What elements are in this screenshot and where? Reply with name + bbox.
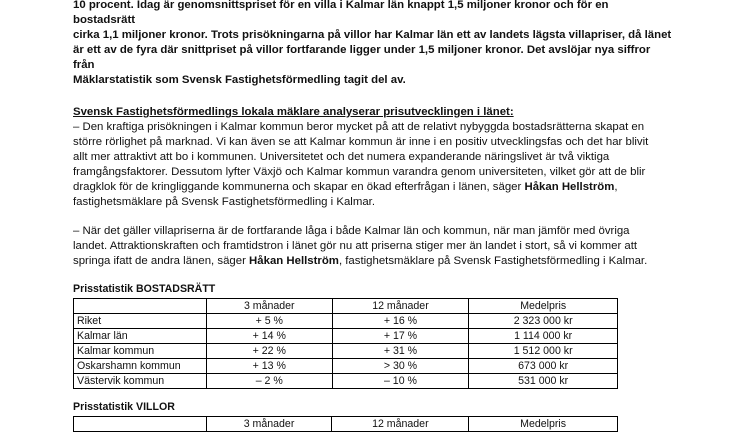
table-row <box>74 314 618 329</box>
change-3m-cell: – 2 % <box>206 374 332 389</box>
change-3m-cell: + 14 % <box>206 329 332 344</box>
quote-paragraph-1 <box>73 120 673 210</box>
table-title-bostadsratt: Prisstatistik BOSTADSRÄTT <box>73 283 216 295</box>
intro-line: cirka 1,1 miljoner kronor. Trots prisökningarna på villor har Kalmar län ett av landets lägsta villapriser, då länet <box>73 29 672 41</box>
avg-price-cell: 531 000 kr <box>469 374 618 389</box>
change-12m-cell: + 16 % <box>332 314 469 329</box>
para-line: framgångsfaktorer. Dessutom lyfter Växjö och Kalmar kommun varandra genom universiteten, vilket gör att de blir <box>73 166 646 178</box>
para-punct: , <box>614 181 618 193</box>
para-line: fastighetsmäklare på Svensk Fastighetsförmedling i Kalmar. <box>73 196 375 208</box>
header-cell: 12 månader <box>332 417 469 432</box>
intro-line: 10 procent. Idag är genomsnittspriset för en villa i Kalmar län knappt 1,5 miljoner kronor och för en bostadsrätt <box>73 0 609 26</box>
para-line: – När det gäller villapriserna är de fortfarande låga i både Kalmar län och kommun, när man jämför med övriga <box>73 225 630 237</box>
para-line: landet. Attraktionskraften och framtidstron i länet gör nu att priserna stiger mer än landet i stort, så vi kommer att <box>73 240 638 252</box>
para-line: dragklok för de kringliggande kommunerna och skapar en ökad efterfrågan i länen, säger <box>73 181 525 193</box>
header-cell: 3 månader <box>206 299 332 314</box>
header-cell: Medelpris <box>469 417 618 432</box>
para-line: allt mer attraktivt att bo i kommunen. Universitetet och det numera expanderande näringslivet är två viktiga <box>73 151 610 163</box>
header-cell <box>74 299 207 314</box>
change-12m-cell: – 10 % <box>332 374 469 389</box>
intro-paragraph <box>73 0 673 88</box>
avg-price-cell: 1 512 000 kr <box>469 344 618 359</box>
table-row <box>74 374 618 389</box>
change-3m-cell: + 13 % <box>206 359 332 374</box>
region-cell: Kalmar kommun <box>74 344 207 359</box>
change-12m-cell: + 17 % <box>332 329 469 344</box>
table-row <box>74 344 618 359</box>
para-line: – Den kraftiga prisökningen i Kalmar kommun beror mycket på att de relativt nybyggda bostadsrätterna skapat en <box>73 121 645 133</box>
villor-table <box>73 416 618 432</box>
section-heading: Svensk Fastighetsförmedlings lokala mäklare analyserar prisutvecklingen i länet: <box>73 106 514 118</box>
region-cell: Västervik kommun <box>74 374 207 389</box>
bostadsratt-table <box>73 298 618 389</box>
region-cell: Oskarshamn kommun <box>74 359 207 374</box>
person-name: Håkan Hellström <box>249 255 339 267</box>
avg-price-cell: 673 000 kr <box>469 359 618 374</box>
table-header-row <box>74 299 618 314</box>
header-cell: Medelpris <box>469 299 618 314</box>
change-12m-cell: > 30 % <box>332 359 469 374</box>
table-title-villor: Prisstatistik VILLOR <box>73 401 175 413</box>
region-cell: Riket <box>74 314 207 329</box>
table-row <box>74 329 618 344</box>
para-line: större rörlighet på marknad. Vi kan även se att Kalmar kommun är inne i en positiv utvecklingsfas och det har blivit <box>73 136 649 148</box>
para-line: , fastighetsmäklare på Svensk Fastighetsförmedling i Kalmar. <box>338 255 648 267</box>
header-cell: 3 månader <box>206 417 332 432</box>
change-3m-cell: + 5 % <box>206 314 332 329</box>
person-name: Håkan Hellström <box>524 181 615 193</box>
avg-price-cell: 1 114 000 kr <box>469 329 618 344</box>
document-page <box>73 0 673 432</box>
change-12m-cell: + 31 % <box>332 344 469 359</box>
table-row <box>74 359 618 374</box>
region-cell: Kalmar län <box>74 329 207 344</box>
para-line: springa ifatt de andra länen, säger <box>73 255 250 267</box>
intro-line: är ett av de fyra där snittpriset på villor fortfarande ligger under 1,5 miljoner kronor. Det avslöjar nya siffror från <box>73 44 651 71</box>
quote-paragraph-2 <box>73 224 673 269</box>
change-3m-cell: + 22 % <box>206 344 332 359</box>
intro-line: Mäklarstatistik som Svensk Fastighetsförmedling tagit del av. <box>73 74 406 86</box>
avg-price-cell: 2 323 000 kr <box>469 314 618 329</box>
header-cell: 12 månader <box>332 299 469 314</box>
